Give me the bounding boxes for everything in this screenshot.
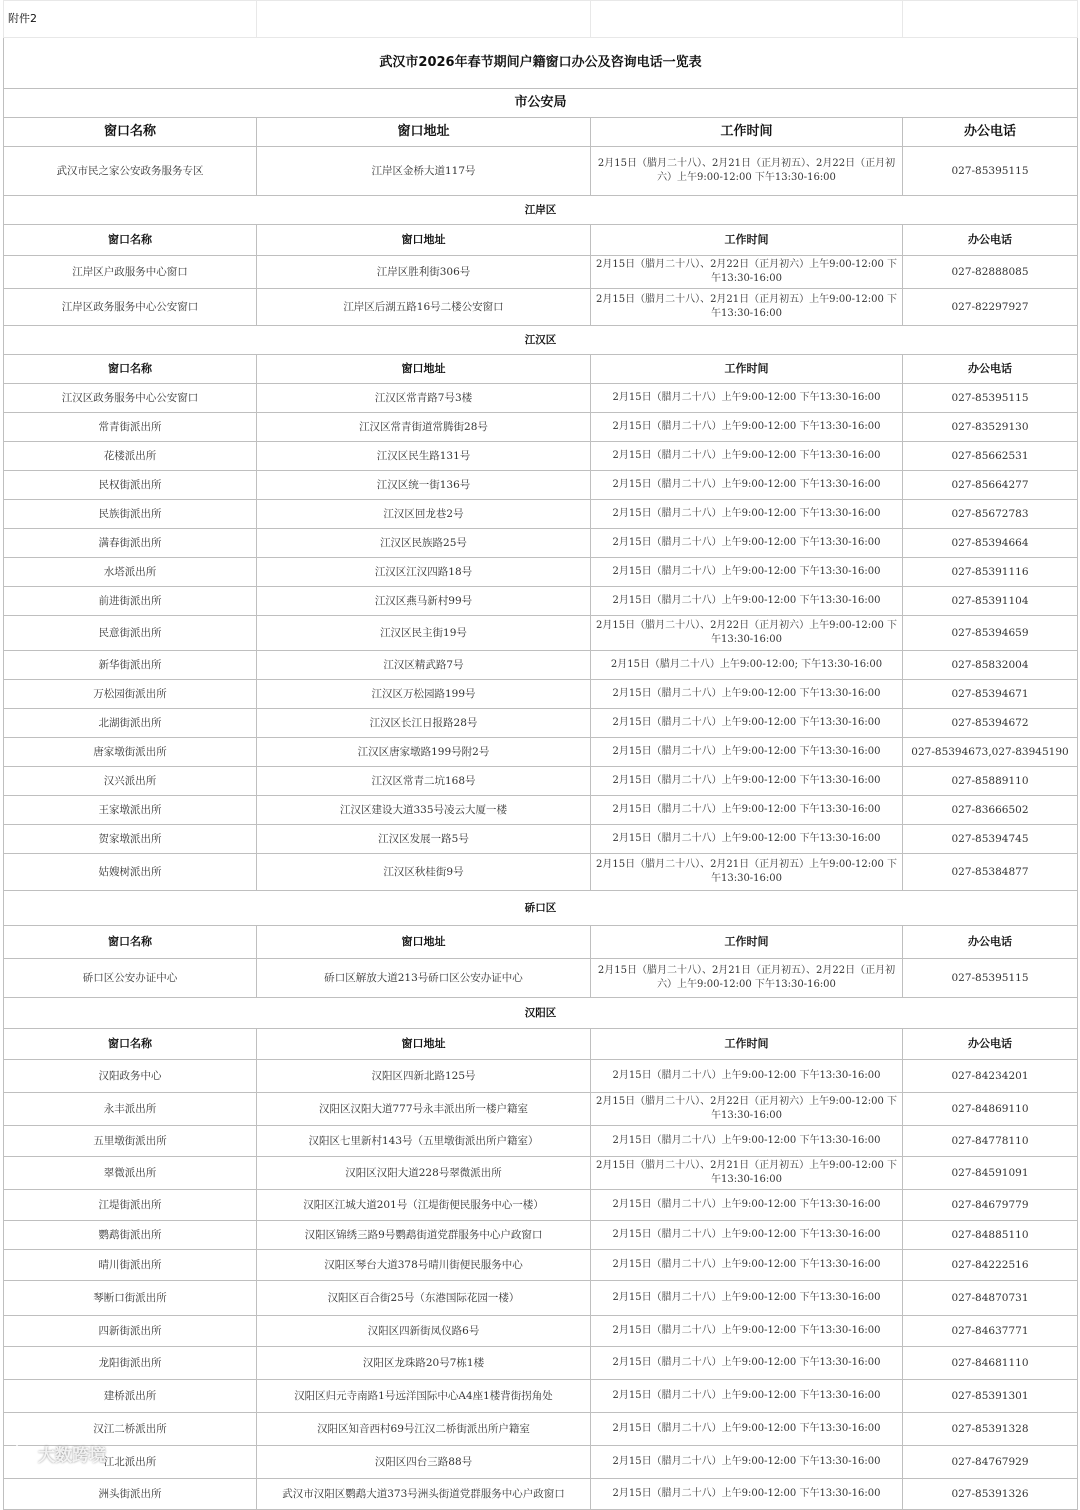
window-name: 建桥派出所 — [4, 1380, 257, 1413]
office-phone: 027-85384877 — [903, 854, 1078, 891]
column-header: 办公电话 — [903, 926, 1078, 959]
table-row — [4, 796, 1078, 825]
office-phone: 027-85391104 — [903, 587, 1078, 616]
column-header-row — [4, 355, 1078, 384]
window-address: 江汉区万松园路199号 — [257, 680, 591, 709]
column-header: 窗口地址 — [257, 225, 591, 256]
table-row — [4, 587, 1078, 616]
work-hours: 2月15日（腊月二十八）上午9:00-12:00 下午13:30-16:00 — [591, 1060, 903, 1093]
section-header: 江汉区 — [4, 326, 1078, 355]
window-address: 江汉区发展一路5号 — [257, 825, 591, 854]
column-header-row — [4, 225, 1078, 256]
work-hours: 2月15日（腊月二十八）、2月21日（正月初五）上午9:00-12:00 下午13:30-16:00 — [591, 1157, 903, 1190]
column-header: 窗口地址 — [257, 355, 591, 384]
work-hours: 2月15日（腊月二十八）上午9:00-12:00 下午13:30-16:00 — [591, 738, 903, 767]
office-phone: 027-85394664 — [903, 529, 1078, 558]
table-row — [4, 1157, 1078, 1190]
window-name: 五里墩街派出所 — [4, 1126, 257, 1157]
office-phone: 027-85394745 — [903, 825, 1078, 854]
window-address: 汉阳区归元寺南路1号远洋国际中心A4座1楼背街拐角处 — [257, 1380, 591, 1413]
office-phone: 027-84681110 — [903, 1347, 1078, 1380]
work-hours: 2月15日（腊月二十八）上午9:00-12:00 下午13:30-16:00 — [591, 709, 903, 738]
window-name: 汉江二桥派出所 — [4, 1413, 257, 1446]
window-address: 汉阳区汉阳大道777号永丰派出所一楼户籍室 — [257, 1093, 591, 1126]
attachment-row — [3, 0, 1078, 38]
window-address: 江岸区后湖五路16号二楼公安窗口 — [257, 289, 591, 326]
window-address: 江汉区常青街道常腾街28号 — [257, 413, 591, 442]
office-phone: 027-84778110 — [903, 1126, 1078, 1157]
window-address: 江岸区金桥大道117号 — [257, 147, 591, 196]
work-hours: 2月15日（腊月二十八）上午9:00-12:00 下午13:30-16:00 — [591, 1479, 903, 1510]
window-address: 汉阳区四新街凤仪路6号 — [257, 1316, 591, 1347]
column-header: 工作时间 — [591, 355, 903, 384]
window-address: 汉阳区百合街25号（东港国际花园一楼） — [257, 1281, 591, 1316]
column-header: 办公电话 — [903, 355, 1078, 384]
table-row — [4, 147, 1078, 196]
window-address: 江汉区回龙巷2号 — [257, 500, 591, 529]
office-phone: 027-85672783 — [903, 500, 1078, 529]
column-header: 办公电话 — [903, 118, 1078, 147]
window-name: 民族街派出所 — [4, 500, 257, 529]
office-phone: 027-85395115 — [903, 147, 1078, 196]
window-address: 汉阳区四台三路88号 — [257, 1446, 591, 1479]
work-hours: 2月15日（腊月二十八）上午9:00-12:00 下午13:30-16:00 — [591, 471, 903, 500]
table-row — [4, 767, 1078, 796]
window-address: 汉阳区琴台大道378号晴川街便民服务中心 — [257, 1250, 591, 1281]
window-name: 万松园街派出所 — [4, 680, 257, 709]
window-name: 满春街派出所 — [4, 529, 257, 558]
office-phone: 027-85391328 — [903, 1413, 1078, 1446]
table-row — [4, 1316, 1078, 1347]
window-name: 常青街派出所 — [4, 413, 257, 442]
column-header-row — [4, 926, 1078, 959]
window-address: 汉阳区四新北路125号 — [257, 1060, 591, 1093]
window-address: 江汉区统一街136号 — [257, 471, 591, 500]
work-hours: 2月15日（腊月二十八）上午9:00-12:00 下午13:30-16:00 — [591, 558, 903, 587]
window-name: 晴川街派出所 — [4, 1250, 257, 1281]
table-row — [4, 1190, 1078, 1221]
table-row — [4, 442, 1078, 471]
table-row — [4, 1221, 1078, 1250]
office-phone: 027-83666502 — [903, 796, 1078, 825]
window-name: 硚口区公安办证中心 — [4, 959, 257, 998]
office-phone: 027-85889110 — [903, 767, 1078, 796]
window-address: 江汉区秋桂街9号 — [257, 854, 591, 891]
table-row — [4, 1347, 1078, 1380]
section-header: 汉阳区 — [4, 998, 1078, 1029]
section-header: 市公安局 — [4, 89, 1078, 118]
table-row — [4, 1380, 1078, 1413]
work-hours: 2月15日（腊月二十八）上午9:00-12:00 下午13:30-16:00 — [591, 413, 903, 442]
table-row — [4, 1479, 1078, 1510]
window-address: 江岸区胜利街306号 — [257, 256, 591, 289]
office-phone: 027-84869110 — [903, 1093, 1078, 1126]
window-name: 贺家墩派出所 — [4, 825, 257, 854]
office-phone: 027-84885110 — [903, 1221, 1078, 1250]
window-name: 王家墩派出所 — [4, 796, 257, 825]
table-row — [4, 651, 1078, 680]
window-name: 新华街派出所 — [4, 651, 257, 680]
watermark — [8, 1436, 158, 1470]
window-address: 江汉区常青二坑168号 — [257, 767, 591, 796]
window-address: 硚口区解放大道213号硚口区公安办证中心 — [257, 959, 591, 998]
window-address: 江汉区民生路131号 — [257, 442, 591, 471]
work-hours: 2月15日（腊月二十八）上午9:00-12:00 下午13:30-16:00 — [591, 1126, 903, 1157]
office-phone: 027-84591091 — [903, 1157, 1078, 1190]
office-phone: 027-85394671 — [903, 680, 1078, 709]
table-row — [4, 680, 1078, 709]
window-name: 姑嫂树派出所 — [4, 854, 257, 891]
column-header-row — [4, 118, 1078, 147]
office-phone: 027-85832004 — [903, 651, 1078, 680]
office-phone: 027-85395115 — [903, 384, 1078, 413]
office-phone: 027-85394659 — [903, 616, 1078, 651]
window-address: 武汉市汉阳区鹦鹉大道373号洲头街道党群服务中心户政窗口 — [257, 1479, 591, 1510]
office-phone: 027-84234201 — [903, 1060, 1078, 1093]
work-hours: 2月15日（腊月二十八）上午9:00-12:00 下午13:30-16:00 — [591, 680, 903, 709]
work-hours: 2月15日（腊月二十八）、2月21日（正月初五）上午9:00-12:00 下午13:30-16:00 — [591, 289, 903, 326]
table-row — [4, 1250, 1078, 1281]
window-name: 民权街派出所 — [4, 471, 257, 500]
office-phone: 027-85394673,027-83945190 — [903, 738, 1078, 767]
column-header: 窗口名称 — [4, 355, 257, 384]
section-header: 硚口区 — [4, 891, 1078, 926]
office-phone: 027-84637771 — [903, 1316, 1078, 1347]
work-hours: 2月15日（腊月二十八）上午9:00-12:00 下午13:30-16:00 — [591, 1281, 903, 1316]
office-phone: 027-85395115 — [903, 959, 1078, 998]
window-name: 洲头街派出所 — [4, 1479, 257, 1510]
table-row — [4, 1446, 1078, 1479]
phone-table — [3, 38, 1078, 1510]
column-header: 窗口名称 — [4, 225, 257, 256]
table-row — [4, 959, 1078, 998]
window-name: 江北派出所 — [4, 1446, 257, 1479]
table-row — [4, 709, 1078, 738]
work-hours: 2月15日（腊月二十八）上午9:00-12:00 下午13:30-16:00 — [591, 1446, 903, 1479]
section-header: 江岸区 — [4, 196, 1078, 225]
window-name: 汉阳政务中心 — [4, 1060, 257, 1093]
table-row — [4, 256, 1078, 289]
window-name: 水塔派出所 — [4, 558, 257, 587]
office-phone: 027-84870731 — [903, 1281, 1078, 1316]
table-row — [4, 738, 1078, 767]
office-phone: 027-84222516 — [903, 1250, 1078, 1281]
office-phone: 027-83529130 — [903, 413, 1078, 442]
work-hours: 2月15日（腊月二十八）上午9:00-12:00 下午13:30-16:00 — [591, 796, 903, 825]
window-name: 江堤街派出所 — [4, 1190, 257, 1221]
work-hours: 2月15日（腊月二十八）、2月21日（正月初五）、2月22日（正月初六）上午9:00-12:00 下午13:30-16:00 — [591, 959, 903, 998]
window-name: 江岸区政务服务中心公安窗口 — [4, 289, 257, 326]
table-row — [4, 529, 1078, 558]
column-header: 窗口名称 — [4, 1029, 257, 1060]
table-row — [4, 1281, 1078, 1316]
column-header: 工作时间 — [591, 926, 903, 959]
office-phone: 027-85391116 — [903, 558, 1078, 587]
window-address: 汉阳区江城大道201号（江堤街便民服务中心一楼） — [257, 1190, 591, 1221]
window-address: 汉阳区七里新村143号（五里墩街派出所户籍室） — [257, 1126, 591, 1157]
window-address: 江汉区燕马新村99号 — [257, 587, 591, 616]
work-hours: 2月15日（腊月二十八）上午9:00-12:00 下午13:30-16:00 — [591, 442, 903, 471]
office-phone: 027-84767929 — [903, 1446, 1078, 1479]
office-phone: 027-85391326 — [903, 1479, 1078, 1510]
work-hours: 2月15日（腊月二十八）上午9:00-12:00 下午13:30-16:00 — [591, 1190, 903, 1221]
table-row — [4, 471, 1078, 500]
column-header: 窗口名称 — [4, 926, 257, 959]
office-phone: 027-82888085 — [903, 256, 1078, 289]
table-row — [4, 854, 1078, 891]
table-row — [4, 1093, 1078, 1126]
work-hours: 2月15日（腊月二十八）上午9:00-12:00; 下午13:30-16:00 — [591, 651, 903, 680]
window-address: 江汉区建设大道335号凌云大厦一楼 — [257, 796, 591, 825]
column-header: 窗口名称 — [4, 118, 257, 147]
table-row — [4, 1060, 1078, 1093]
table-row — [4, 384, 1078, 413]
window-name: 汉兴派出所 — [4, 767, 257, 796]
window-name: 永丰派出所 — [4, 1093, 257, 1126]
window-name: 前进街派出所 — [4, 587, 257, 616]
column-header-row — [4, 1029, 1078, 1060]
column-header: 窗口地址 — [257, 118, 591, 147]
window-address: 江汉区民族路25号 — [257, 529, 591, 558]
window-address: 汉阳区锦绣三路9号鹦鹉街道党群服务中心户政窗口 — [257, 1221, 591, 1250]
office-phone: 027-85391301 — [903, 1380, 1078, 1413]
work-hours: 2月15日（腊月二十八）上午9:00-12:00 下午13:30-16:00 — [591, 1221, 903, 1250]
window-address: 汉阳区汉阳大道228号翠微派出所 — [257, 1157, 591, 1190]
window-address: 江汉区常青路7号3楼 — [257, 384, 591, 413]
work-hours: 2月15日（腊月二十八）上午9:00-12:00 下午13:30-16:00 — [591, 384, 903, 413]
window-name: 花楼派出所 — [4, 442, 257, 471]
office-phone: 027-85664277 — [903, 471, 1078, 500]
work-hours: 2月15日（腊月二十八）上午9:00-12:00 下午13:30-16:00 — [591, 1380, 903, 1413]
work-hours: 2月15日（腊月二十八）、2月22日（正月初六）上午9:00-12:00 下午13:30-16:00 — [591, 616, 903, 651]
window-name: 江岸区户政服务中心窗口 — [4, 256, 257, 289]
work-hours: 2月15日（腊月二十八）、2月21日（正月初五）、2月22日（正月初六）上午9:00-12:00 下午13:30-16:00 — [591, 147, 903, 196]
work-hours: 2月15日（腊月二十八）上午9:00-12:00 下午13:30-16:00 — [591, 529, 903, 558]
column-header: 窗口地址 — [257, 926, 591, 959]
work-hours: 2月15日（腊月二十八）上午9:00-12:00 下午13:30-16:00 — [591, 1413, 903, 1446]
work-hours: 2月15日（腊月二十八）上午9:00-12:00 下午13:30-16:00 — [591, 1250, 903, 1281]
window-name: 唐家墩街派出所 — [4, 738, 257, 767]
window-name: 鹦鹉街派出所 — [4, 1221, 257, 1250]
window-name: 北湖街派出所 — [4, 709, 257, 738]
work-hours: 2月15日（腊月二十八）、2月21日（正月初五）上午9:00-12:00 下午13:30-16:00 — [591, 854, 903, 891]
window-address: 江汉区江汉四路18号 — [257, 558, 591, 587]
office-phone: 027-85662531 — [903, 442, 1078, 471]
window-address: 汉阳区龙珠路20号7栋1楼 — [257, 1347, 591, 1380]
window-name: 琴断口街派出所 — [4, 1281, 257, 1316]
work-hours: 2月15日（腊月二十八）上午9:00-12:00 下午13:30-16:00 — [591, 1316, 903, 1347]
window-address: 江汉区唐家墩路199号附2号 — [257, 738, 591, 767]
window-name: 民意街派出所 — [4, 616, 257, 651]
table-row — [4, 413, 1078, 442]
column-header: 窗口地址 — [257, 1029, 591, 1060]
work-hours: 2月15日（腊月二十八）上午9:00-12:00 下午13:30-16:00 — [591, 587, 903, 616]
table-row — [4, 616, 1078, 651]
brand-logo-icon — [8, 1442, 34, 1464]
window-address: 江汉区精武路7号 — [257, 651, 591, 680]
office-phone: 027-82297927 — [903, 289, 1078, 326]
window-name: 江汉区政务服务中心公安窗口 — [4, 384, 257, 413]
table-row — [4, 289, 1078, 326]
window-address: 江汉区民主街19号 — [257, 616, 591, 651]
window-address: 汉阳区知音西村69号江汉二桥街派出所户籍室 — [257, 1413, 591, 1446]
window-address: 江汉区长江日报路28号 — [257, 709, 591, 738]
table-row — [4, 1413, 1078, 1446]
work-hours: 2月15日（腊月二十八）上午9:00-12:00 下午13:30-16:00 — [591, 825, 903, 854]
work-hours: 2月15日（腊月二十八）上午9:00-12:00 下午13:30-16:00 — [591, 1347, 903, 1380]
column-header: 办公电话 — [903, 1029, 1078, 1060]
attachment-label: 附件2 — [4, 1, 257, 38]
work-hours: 2月15日（腊月二十八）、2月22日（正月初六）上午9:00-12:00 下午13:30-16:00 — [591, 256, 903, 289]
office-phone: 027-84679779 — [903, 1190, 1078, 1221]
column-header: 工作时间 — [591, 225, 903, 256]
office-phone: 027-85394672 — [903, 709, 1078, 738]
window-name: 龙阳街派出所 — [4, 1347, 257, 1380]
column-header: 工作时间 — [591, 118, 903, 147]
work-hours: 2月15日（腊月二十八）、2月22日（正月初六）上午9:00-12:00 下午13:30-16:00 — [591, 1093, 903, 1126]
window-name: 四新街派出所 — [4, 1316, 257, 1347]
column-header: 工作时间 — [591, 1029, 903, 1060]
window-name: 翠微派出所 — [4, 1157, 257, 1190]
table-row — [4, 500, 1078, 529]
work-hours: 2月15日（腊月二十八）上午9:00-12:00 下午13:30-16:00 — [591, 767, 903, 796]
window-name: 武汉市民之家公安政务服务专区 — [4, 147, 257, 196]
watermark-text: 大数跨境 — [38, 1445, 106, 1466]
work-hours: 2月15日（腊月二十八）上午9:00-12:00 下午13:30-16:00 — [591, 500, 903, 529]
table-row — [4, 1126, 1078, 1157]
table-row — [4, 558, 1078, 587]
column-header: 办公电话 — [903, 225, 1078, 256]
table-row — [4, 825, 1078, 854]
page-title: 武汉市2026年春节期间户籍窗口办公及咨询电话一览表 — [4, 38, 1078, 89]
